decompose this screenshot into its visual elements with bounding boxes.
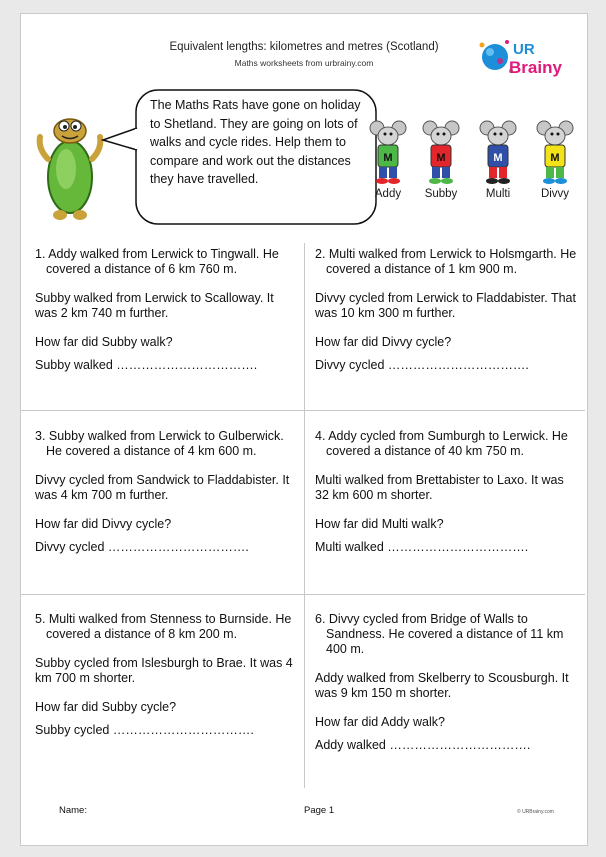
- answer-line[interactable]: Multi walked …………………………….: [315, 540, 529, 554]
- question-prompt: How far did Divvy cycle?: [315, 335, 452, 349]
- question-statement: 6. Divvy cycled from Bridge of Walls to Sandness. He covered a distance of 11 km 400 m.: [315, 612, 564, 656]
- logo-text-top: UR: [513, 41, 535, 58]
- svg-text:M: M: [436, 152, 446, 164]
- question-prompt: How far did Multi walk?: [315, 517, 444, 531]
- rat-addy-image: [368, 118, 408, 186]
- globe-icon: [482, 44, 508, 70]
- question-statement: 3. Subby walked from Lerwick to Gulberwick. He covered a distance of 4 km 600 m.: [35, 429, 284, 458]
- svg-text:M: M: [383, 152, 393, 164]
- question-5: [35, 612, 297, 738]
- question-statement: 4. Addy cycled from Sumburgh to Lerwick. He covered a distance of 40 km 750 m.: [315, 429, 568, 458]
- question-comparison: Divvy cycled from Lerwick to Fladdabister. That was 10 km 300 m further.: [315, 291, 576, 320]
- question-prompt: How far did Subby walk?: [35, 335, 173, 349]
- question-prompt: How far did Divvy cycle?: [35, 517, 172, 531]
- answer-line[interactable]: Addy walked …………………………….: [315, 738, 531, 752]
- question-comparison: Divvy cycled from Sandwick to Fladdabister. It was 4 km 700 m further.: [35, 473, 290, 502]
- question-statement: 2. Multi walked from Lerwick to Holsmgarth. He covered a distance of 1 km 900 m.: [315, 247, 577, 276]
- question-2: [315, 247, 577, 373]
- grid-divider-horizontal: [21, 410, 585, 411]
- question-statement: 1. Addy walked from Lerwick to Tingwall. He covered a distance of 6 km 760 m.: [35, 247, 279, 276]
- question-4: [315, 429, 577, 555]
- answer-line[interactable]: Subby cycled …………………………….: [35, 723, 254, 737]
- turtle-mascot-image: [34, 109, 106, 224]
- svg-text:M: M: [550, 152, 560, 164]
- question-3: [35, 429, 297, 555]
- question-statement: 5. Multi walked from Stenness to Burnside. He covered a distance of 8 km 200 m.: [35, 612, 292, 641]
- name-label: Name:: [59, 805, 87, 816]
- rat-name-addy: Addy: [374, 188, 402, 200]
- answer-line[interactable]: Subby walked …………………………….: [35, 358, 258, 372]
- question-comparison: Subby cycled from Islesburgh to Brae. It was 4 km 700 m shorter.: [35, 656, 293, 685]
- rat-name-divvy: Divvy: [540, 188, 570, 200]
- question-1: [35, 247, 297, 373]
- page-title: Equivalent lengths: kilometres and metres (Scotland): [169, 41, 439, 53]
- logo-text-bottom: Brainy: [509, 58, 562, 77]
- question-prompt: How far did Addy walk?: [315, 715, 445, 729]
- answer-line[interactable]: Divvy cycled …………………………….: [35, 540, 249, 554]
- svg-text:M: M: [493, 152, 503, 164]
- rat-name-multi: Multi: [485, 188, 511, 200]
- rat-multi-image: [478, 118, 518, 186]
- answer-line[interactable]: Divvy cycled …………………………….: [315, 358, 529, 372]
- urbrainy-logo[interactable]: [473, 33, 565, 81]
- question-comparison: Subby walked from Lerwick to Scalloway. It was 2 km 740 m further.: [35, 291, 274, 320]
- rat-subby-image: [421, 118, 461, 186]
- grid-divider-horizontal: [21, 594, 585, 595]
- grid-divider-vertical: [304, 243, 305, 788]
- rat-divvy-image: [535, 118, 575, 186]
- question-comparison: Multi walked from Brettabister to Laxo. It was 32 km 600 m shorter.: [315, 473, 564, 502]
- rat-name-subby: Subby: [424, 188, 458, 200]
- question-6: [315, 612, 577, 753]
- question-comparison: Addy walked from Skelberry to Scousburgh. It was 9 km 150 m shorter.: [315, 671, 569, 700]
- question-prompt: How far did Subby cycle?: [35, 700, 177, 714]
- page-number: Page 1: [304, 805, 335, 816]
- worksheet-page: [20, 13, 588, 846]
- page-subtitle: Maths worksheets from urbrainy.com: [234, 58, 374, 68]
- intro-text: The Maths Rats have gone on holiday to Shetland. They are going on lots of walks and cycle rides. Help them to compare and work out the distances they have travelled.: [150, 98, 361, 187]
- copyright-notice: © URBrainy.com: [517, 809, 554, 815]
